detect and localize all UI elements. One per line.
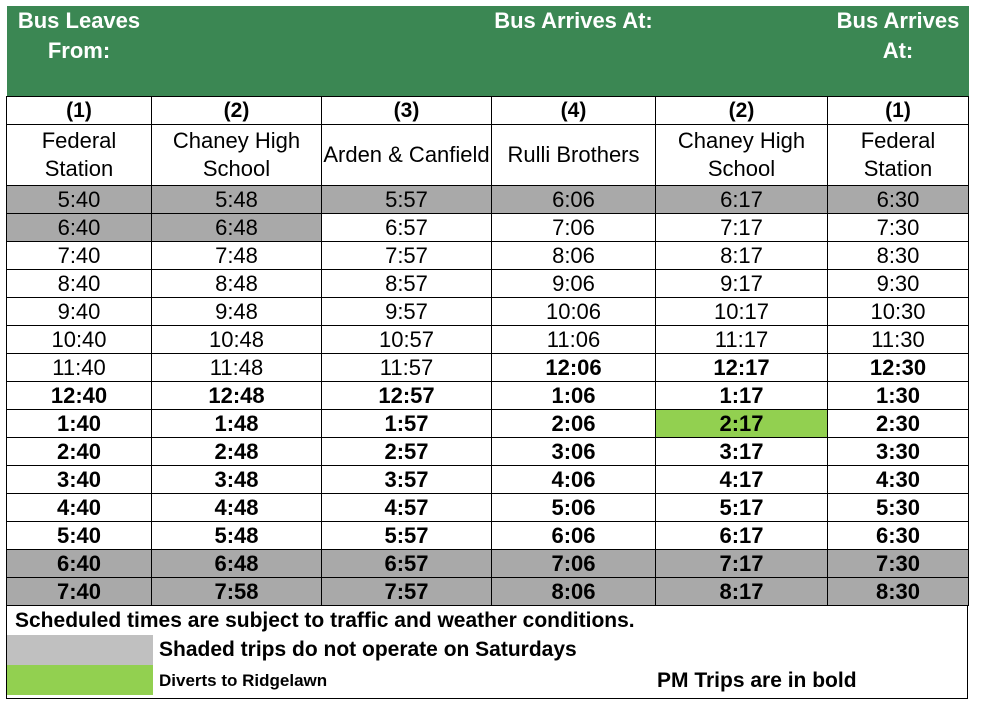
table-row xyxy=(7,578,969,606)
time-cell: 6:06 xyxy=(492,522,656,550)
time-cell: 2:48 xyxy=(152,438,322,466)
time-cell: 9:57 xyxy=(322,298,492,326)
time-cell: 9:40 xyxy=(7,298,152,326)
stop-name: Rulli Brothers xyxy=(492,125,656,186)
schedule-footer xyxy=(6,606,968,699)
header-row xyxy=(7,6,969,97)
time-cell: 1:17 xyxy=(656,382,828,410)
time-cell: 12:40 xyxy=(7,382,152,410)
shaded-legend: Shaded trips do not operate on Saturdays xyxy=(159,638,577,661)
time-cell: 6:48 xyxy=(152,214,322,242)
time-cell: 10:40 xyxy=(7,326,152,354)
time-cell: 10:57 xyxy=(322,326,492,354)
stop-number-row xyxy=(7,97,969,125)
table-row xyxy=(7,326,969,354)
time-cell: 7:58 xyxy=(152,578,322,606)
time-cell: 3:57 xyxy=(322,466,492,494)
bus-schedule-table xyxy=(6,6,969,606)
time-cell: 7:17 xyxy=(656,550,828,578)
time-cell: 6:40 xyxy=(7,214,152,242)
time-cell: 5:48 xyxy=(152,522,322,550)
time-cell: 10:06 xyxy=(492,298,656,326)
time-cell: 1:57 xyxy=(322,410,492,438)
table-row xyxy=(7,382,969,410)
table-row xyxy=(7,242,969,270)
time-cell: 5:57 xyxy=(322,522,492,550)
time-cell: 4:06 xyxy=(492,466,656,494)
time-cell: 6:06 xyxy=(492,186,656,214)
time-cell: 3:17 xyxy=(656,438,828,466)
time-cell: 6:30 xyxy=(828,186,969,214)
time-cell: 1:30 xyxy=(828,382,969,410)
time-cell: 11:06 xyxy=(492,326,656,354)
time-cell: 1:40 xyxy=(7,410,152,438)
stop-number: (3) xyxy=(322,97,492,125)
stop-number: (2) xyxy=(152,97,322,125)
pm-bold-legend: PM Trips are in bold xyxy=(657,669,857,692)
time-cell: 11:30 xyxy=(828,326,969,354)
time-cell: 11:17 xyxy=(656,326,828,354)
time-cell: 9:30 xyxy=(828,270,969,298)
time-cell: 3:30 xyxy=(828,438,969,466)
time-cell: 4:48 xyxy=(152,494,322,522)
time-cell: 8:06 xyxy=(492,578,656,606)
time-cell: 11:57 xyxy=(322,354,492,382)
time-cell: 3:40 xyxy=(7,466,152,494)
table-row xyxy=(7,550,969,578)
time-cell: 7:40 xyxy=(7,578,152,606)
header-blank xyxy=(322,6,492,97)
time-cell: 6:40 xyxy=(7,550,152,578)
time-cell: 7:40 xyxy=(7,242,152,270)
time-cell: 8:17 xyxy=(656,578,828,606)
table-row xyxy=(7,522,969,550)
time-cell: 6:17 xyxy=(656,186,828,214)
time-cell: 8:40 xyxy=(7,270,152,298)
time-cell: 8:17 xyxy=(656,242,828,270)
time-cell: 6:57 xyxy=(322,550,492,578)
stop-number: (1) xyxy=(828,97,969,125)
table-row xyxy=(7,410,969,438)
time-cell: 2:17 xyxy=(656,410,828,438)
time-cell: 10:17 xyxy=(656,298,828,326)
stop-name: Arden & Canfield xyxy=(322,125,492,186)
divert-legend: Diverts to Ridgelawn xyxy=(159,671,328,690)
time-cell: 12:30 xyxy=(828,354,969,382)
time-cell: 9:06 xyxy=(492,270,656,298)
header-blank xyxy=(152,6,322,97)
stop-name: Federal Station xyxy=(828,125,969,186)
time-cell: 5:30 xyxy=(828,494,969,522)
time-cell: 8:06 xyxy=(492,242,656,270)
stop-name-row xyxy=(7,125,969,186)
time-cell: 7:30 xyxy=(828,550,969,578)
time-cell: 7:57 xyxy=(322,242,492,270)
time-rows xyxy=(7,186,969,606)
time-cell: 2:06 xyxy=(492,410,656,438)
time-cell: 5:48 xyxy=(152,186,322,214)
time-cell: 5:06 xyxy=(492,494,656,522)
time-cell: 4:17 xyxy=(656,466,828,494)
table-row xyxy=(7,494,969,522)
time-cell: 1:48 xyxy=(152,410,322,438)
table-row xyxy=(7,186,969,214)
time-cell: 8:48 xyxy=(152,270,322,298)
schedule-container xyxy=(6,6,968,699)
time-cell: 6:48 xyxy=(152,550,322,578)
time-cell: 7:57 xyxy=(322,578,492,606)
time-cell: 5:57 xyxy=(322,186,492,214)
stop-name: Chaney High School xyxy=(656,125,828,186)
header-blank xyxy=(656,6,828,97)
time-cell: 4:57 xyxy=(322,494,492,522)
time-cell: 5:40 xyxy=(7,186,152,214)
time-cell: 10:30 xyxy=(828,298,969,326)
shaded-swatch xyxy=(7,635,153,665)
time-cell: 7:06 xyxy=(492,214,656,242)
time-cell: 6:30 xyxy=(828,522,969,550)
header-arrives-at: Bus Arrives At: xyxy=(492,6,656,97)
time-cell: 7:48 xyxy=(152,242,322,270)
time-cell: 3:06 xyxy=(492,438,656,466)
time-cell: 4:30 xyxy=(828,466,969,494)
table-row xyxy=(7,298,969,326)
time-cell: 6:17 xyxy=(656,522,828,550)
divert-swatch xyxy=(7,665,153,695)
header-arrives-at-final: Bus Arrives At: xyxy=(828,6,969,97)
table-row xyxy=(7,354,969,382)
time-cell: 11:48 xyxy=(152,354,322,382)
table-row xyxy=(7,270,969,298)
conditions-note: Scheduled times are subject to traffic and weather conditions. xyxy=(15,609,635,632)
time-cell: 10:48 xyxy=(152,326,322,354)
time-cell: 7:30 xyxy=(828,214,969,242)
time-cell: 2:57 xyxy=(322,438,492,466)
time-cell: 9:17 xyxy=(656,270,828,298)
stop-number: (4) xyxy=(492,97,656,125)
time-cell: 5:17 xyxy=(656,494,828,522)
time-cell: 12:17 xyxy=(656,354,828,382)
time-cell: 4:40 xyxy=(7,494,152,522)
time-cell: 2:40 xyxy=(7,438,152,466)
table-row xyxy=(7,438,969,466)
stop-name: Federal Station xyxy=(7,125,152,186)
table-row xyxy=(7,214,969,242)
time-cell: 8:30 xyxy=(828,242,969,270)
time-cell: 6:57 xyxy=(322,214,492,242)
time-cell: 8:30 xyxy=(828,578,969,606)
stop-number: (1) xyxy=(7,97,152,125)
time-cell: 12:57 xyxy=(322,382,492,410)
time-cell: 7:06 xyxy=(492,550,656,578)
time-cell: 11:40 xyxy=(7,354,152,382)
stop-name: Chaney High School xyxy=(152,125,322,186)
time-cell: 12:06 xyxy=(492,354,656,382)
header-leaves-from: Bus Leaves From: xyxy=(7,6,152,97)
stop-number: (2) xyxy=(656,97,828,125)
time-cell: 8:57 xyxy=(322,270,492,298)
time-cell: 1:06 xyxy=(492,382,656,410)
time-cell: 12:48 xyxy=(152,382,322,410)
time-cell: 3:48 xyxy=(152,466,322,494)
time-cell: 9:48 xyxy=(152,298,322,326)
table-row xyxy=(7,466,969,494)
time-cell: 2:30 xyxy=(828,410,969,438)
time-cell: 5:40 xyxy=(7,522,152,550)
time-cell: 7:17 xyxy=(656,214,828,242)
